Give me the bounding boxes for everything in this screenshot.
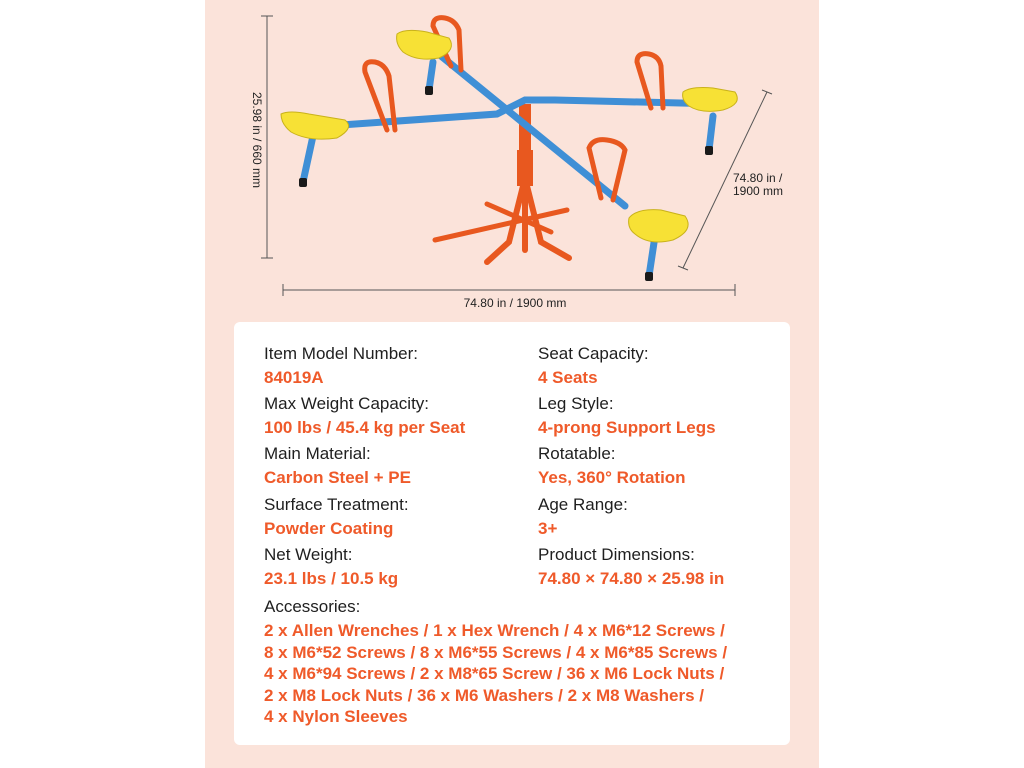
spec-value: 4 Seats: [538, 368, 598, 387]
depth-dimension: [678, 90, 783, 270]
spec-main-material: [264, 444, 411, 488]
accessories-line: 2 x Allen Wrenches / 1 x Hex Wrench / 4 x M6*12 Screws /: [264, 621, 725, 640]
spec-value: Powder Coating: [264, 519, 394, 538]
spec-label: Main Material:: [264, 444, 371, 463]
height-dimension: [250, 16, 273, 258]
spec-accessories: [264, 597, 784, 728]
accessories-line: 4 x M6*94 Screws / 2 x M8*65 Screw / 36 x M6 Lock Nuts /: [264, 664, 725, 683]
spec-value: Yes, 360° Rotation: [538, 468, 686, 487]
spec-net-weight: [264, 545, 398, 589]
spec-label: Rotatable:: [538, 444, 616, 463]
seat-front: [629, 210, 689, 242]
width-dimension: [283, 284, 735, 310]
depth-label-line2: 1900 mm: [733, 184, 784, 198]
spec-rotatable: [538, 444, 686, 488]
seesaw-illustration: [205, 0, 819, 320]
specifications-card: [234, 322, 790, 745]
spec-value: 100 lbs / 45.4 kg per Seat: [264, 418, 466, 437]
spec-value: 4-prong Support Legs: [538, 418, 716, 437]
spec-item-model-number: [264, 344, 418, 388]
base-stand: [435, 104, 569, 262]
spec-value: Carbon Steel + PE: [264, 468, 411, 487]
seat-left: [281, 112, 349, 139]
spec-product-dimensions: [538, 545, 724, 589]
seat-back-left: [397, 30, 452, 59]
spec-label: Net Weight:: [264, 545, 353, 564]
accessories-label: Accessories:: [264, 597, 361, 616]
spec-value: 3+: [538, 519, 558, 538]
height-label: 25.98 in / 660 mm: [250, 91, 264, 189]
spec-value: 23.1 lbs / 10.5 kg: [264, 569, 399, 588]
spec-seat-capacity: [538, 344, 649, 388]
product-panel: [205, 0, 819, 768]
spec-label: Age Range:: [538, 495, 628, 514]
blue-tubes: [303, 56, 721, 276]
spec-age-range: [538, 495, 628, 539]
accessories-line: 8 x M6*52 Screws / 8 x M6*55 Screws / 4 x M6*85 Screws /: [264, 642, 728, 662]
accessories-line: 2 x M8 Lock Nuts / 36 x M6 Washers / 2 x M8 Washers /: [264, 685, 704, 705]
spec-value: 74.80 × 74.80 × 25.98 in: [538, 569, 725, 588]
seats: [281, 30, 737, 242]
spec-label: Leg Style:: [538, 394, 614, 413]
spec-surface-treatment: [264, 495, 409, 539]
spec-label: Item Model Number:: [264, 344, 418, 363]
spec-value: 84019A: [264, 368, 324, 387]
spec-max-weight-capacity: [264, 394, 465, 438]
spec-label: Seat Capacity:: [538, 344, 649, 363]
seat-back-right: [683, 88, 738, 112]
spec-label: Product Dimensions:: [538, 545, 695, 564]
accessories-line: 4 x Nylon Sleeves: [264, 707, 408, 726]
width-label: 74.80 in / 1900 mm: [463, 296, 567, 310]
spec-label: Surface Treatment:: [264, 495, 409, 514]
spec-label: Max Weight Capacity:: [264, 394, 430, 413]
depth-label-line1: 74.80 in /: [733, 171, 783, 185]
spec-leg-style: [538, 394, 716, 438]
